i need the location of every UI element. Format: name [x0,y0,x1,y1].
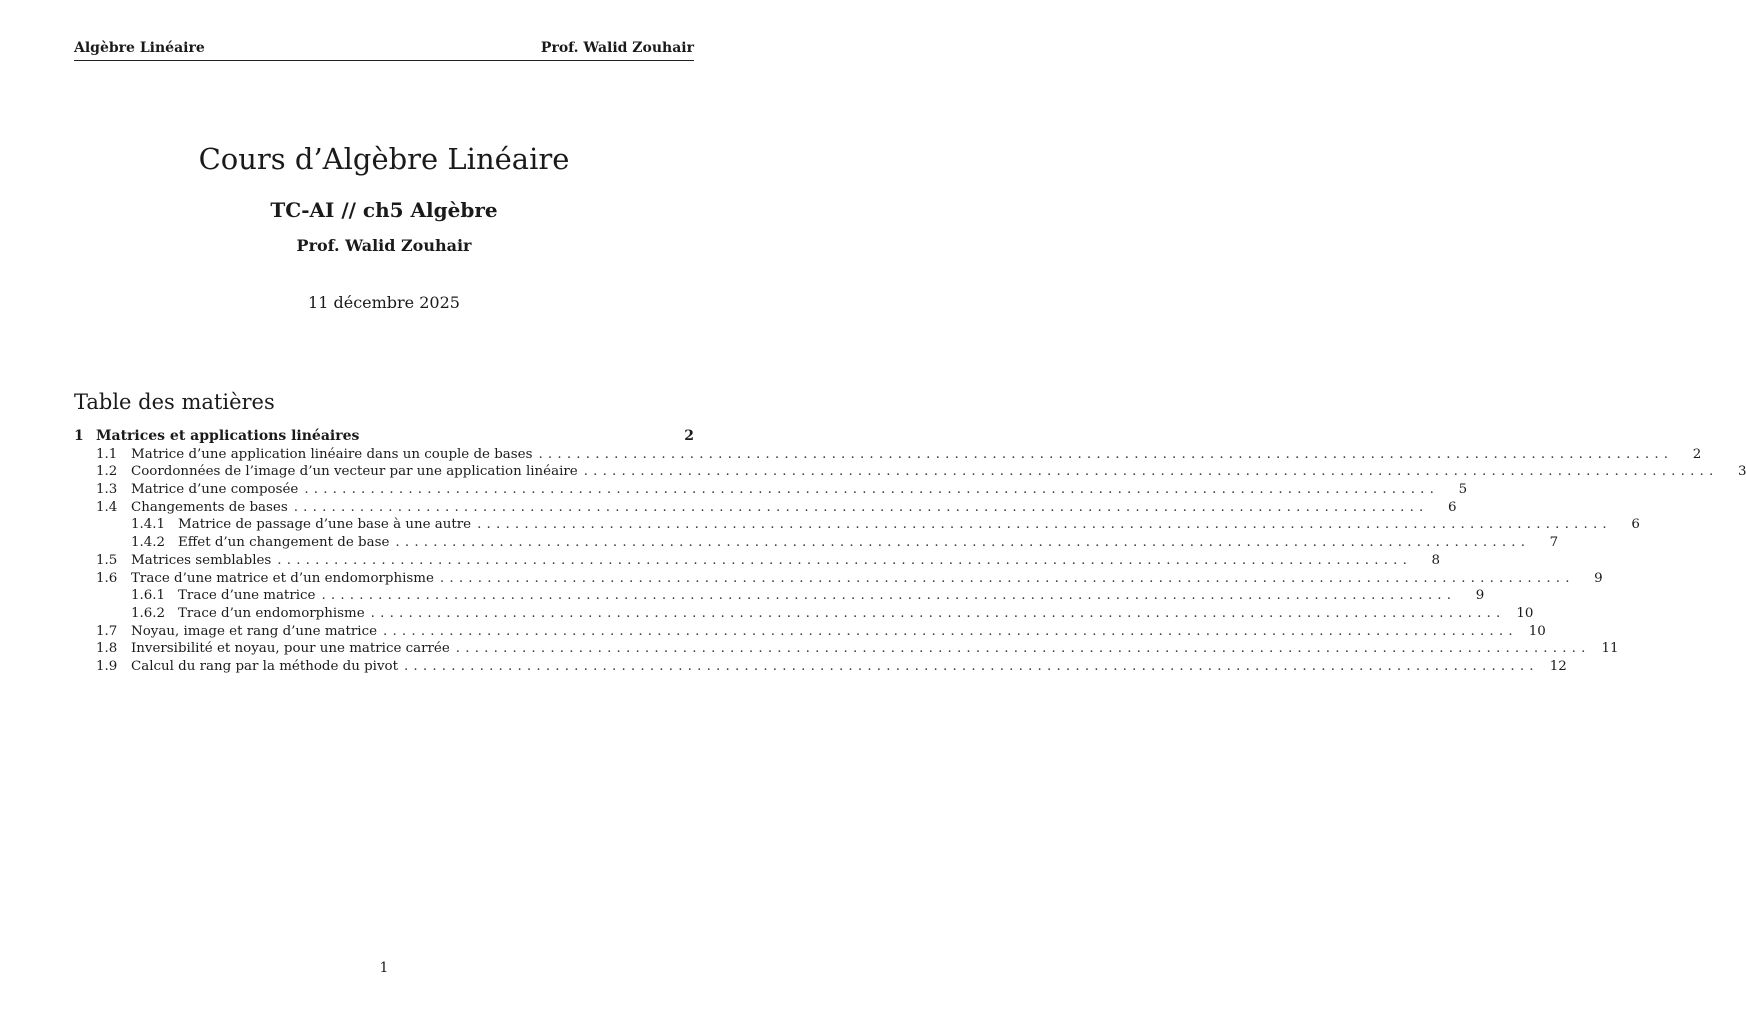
toc-list [74,428,1746,676]
toc-entry-number: 1.4.2 [131,535,166,551]
document-date: 11 décembre 2025 [308,293,460,312]
toc-entry-page: 10 [1516,605,1534,621]
toc-entry-page: 3 [1737,464,1746,480]
toc-entry-page: 2 [1692,446,1702,462]
toc-entry-page: 7 [1549,535,1559,551]
toc-dot-leader: ........................................................................................................................ [583,464,1719,480]
toc-entry-label: Trace d’une matrice et d’un endomorphisme [131,570,434,586]
toc-entry[interactable] [74,534,1559,552]
page-footer [0,960,768,976]
toc-entry-number: 1.3 [96,482,118,498]
toc-entry[interactable] [74,587,1485,605]
toc-entry[interactable] [74,446,1702,464]
toc-entry-label: Effet d’un changement de base [178,535,390,551]
toc-entry-label: Coordonnées de l’image d’un vecteur par une application linéaire [131,464,578,480]
toc-entry-page: 12 [1549,658,1567,674]
toc-entry[interactable] [74,623,1546,641]
toc-dot-leader: ........................................................................................................................ [455,641,1591,657]
header-left: Algèbre Linéaire [74,40,205,56]
toc-entry[interactable] [74,552,1441,570]
running-header [74,40,694,61]
toc-entry-number: 1.6.2 [131,605,166,621]
toc-entry-label: Inversibilité et noyau, pour une matrice carrée [131,641,450,657]
toc-entry-number: 1.9 [96,658,118,674]
toc-entry-label: Matrice d’une composée [131,482,299,498]
toc-entry-number: 1.6.1 [131,588,166,604]
toc-entry-number: 1.1 [96,446,118,462]
title-block [0,142,768,312]
toc-entry[interactable] [74,428,694,446]
toc-entry-page: 9 [1594,570,1603,586]
toc-entry[interactable] [74,499,1457,517]
toc-entry[interactable] [74,481,1468,499]
document-author: Prof. Walid Zouhair [296,236,472,255]
toc-dot-leader: ........................................................................................................................ [370,605,1506,621]
toc-dot-leader: ........................................................................................................................ [395,535,1531,551]
toc-dot-leader: ........................................................................................................................ [403,658,1539,674]
toc-entry-label: Trace d’un endomorphisme [178,605,365,621]
toc-dot-leader: ........................................................................................................................ [304,482,1440,498]
toc-dot-leader: ........................................................................................................................ [277,552,1413,568]
toc-entry-page: 6 [1447,499,1457,515]
toc-dot-leader: ........................................................................................................................ [477,517,1612,533]
toc-entry-label: Changements de bases [131,499,288,515]
toc-dot-leader: ........................................................................................................................ [293,499,1429,515]
toc-entry-number: 1.4 [96,499,118,515]
toc-entry-number: 1 [74,428,84,444]
toc-entry-number: 1.7 [96,623,118,639]
toc-dot-leader: ........................................................................................................................ [439,570,1575,586]
toc-entry-page: 10 [1528,623,1546,639]
toc-entry[interactable] [74,658,1567,676]
toc-entry-label: Matrice d’une application linéaire dans un couple de bases [131,446,533,462]
toc-entry-label: Trace d’une matrice [178,588,316,604]
toc-entry-label: Noyau, image et rang d’une matrice [131,623,378,639]
toc-entry[interactable] [74,463,1746,481]
toc-entry-label: Calcul du rang par la méthode du pivot [131,658,398,674]
toc-dot-leader: ........................................................................................................................ [383,623,1518,639]
toc-entry[interactable] [74,605,1534,623]
toc-entry[interactable] [74,516,1640,534]
toc-heading: Table des matières [74,390,275,414]
toc-entry-number: 1.2 [96,464,118,480]
toc-entry-number: 1.5 [96,552,118,568]
document-subtitle: TC-AI // ch5 Algèbre [270,198,498,222]
toc-entry[interactable] [74,570,1603,588]
toc-entry-number: 1.6 [96,570,118,586]
toc-entry-page: 2 [684,428,694,444]
toc-entry-page: 11 [1601,641,1619,657]
toc-entry-page: 8 [1431,552,1441,568]
toc-entry-number: 1.8 [96,641,118,657]
toc-dot-leader: ........................................................................................................................ [321,588,1457,604]
header-right: Prof. Walid Zouhair [540,40,694,56]
toc-entry-number: 1.4.1 [131,517,166,533]
toc-entry-label: Matrices et applications linéaires [96,428,360,444]
toc-entry-page: 6 [1631,517,1640,533]
document-title: Cours d’Algèbre Linéaire [198,142,570,176]
toc-entry-page: 5 [1458,482,1468,498]
toc-entry[interactable] [74,640,1619,658]
page-number: 1 [379,960,389,976]
toc-entry-label: Matrices semblables [131,552,272,568]
toc-entry-label: Matrice de passage d’une base à une autre [178,517,472,533]
table-of-contents [74,390,1746,676]
toc-dot-leader: ........................................................................................................................ [538,446,1674,462]
toc-entry-page: 9 [1475,588,1485,604]
